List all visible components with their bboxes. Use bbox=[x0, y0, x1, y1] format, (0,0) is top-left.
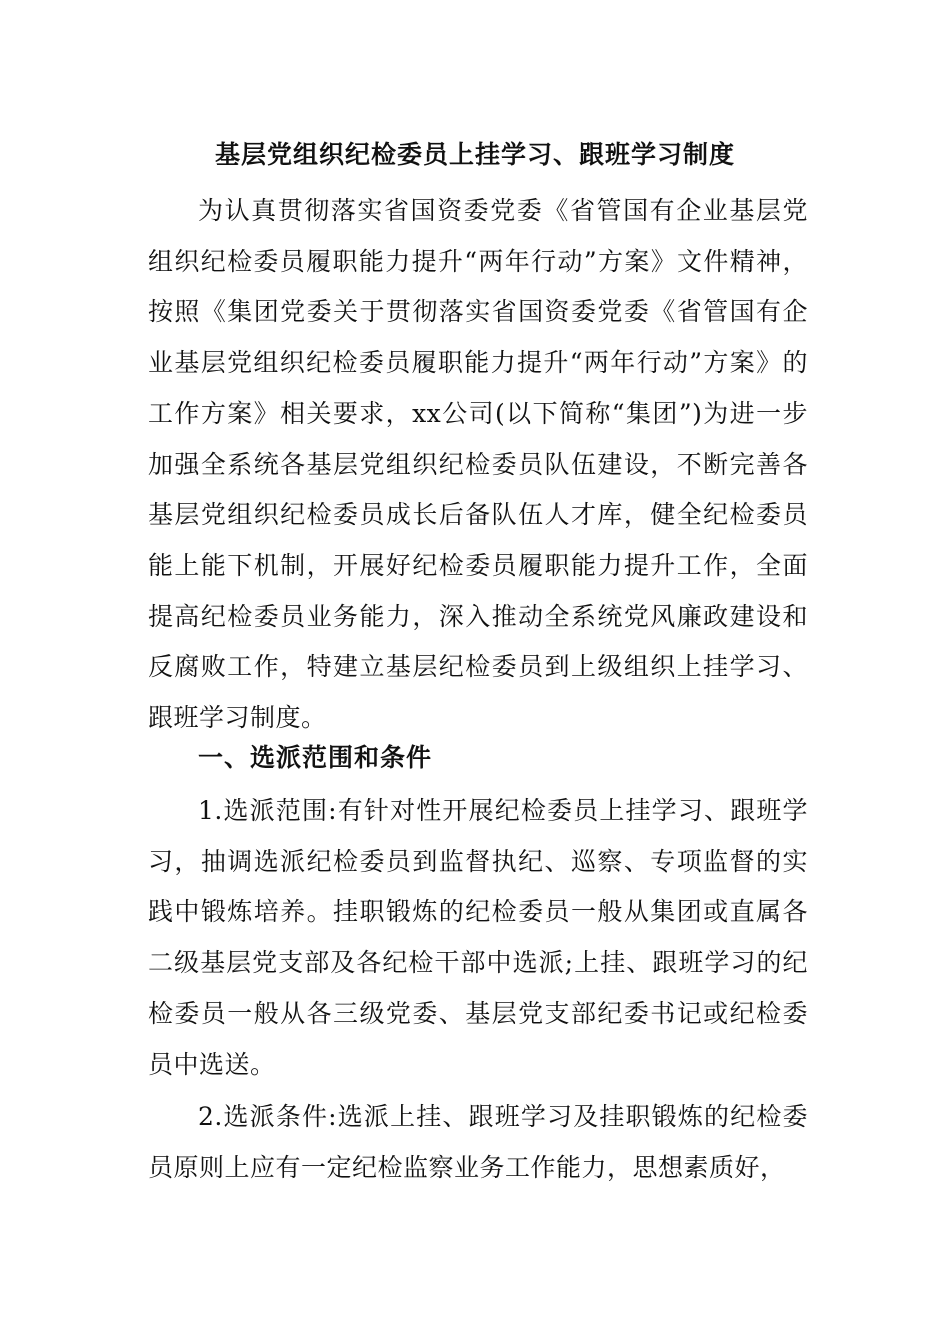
item-1-paragraph: 1.选派范围:有针对性开展纪检委员上挂学习、跟班学习，抽调选派纪检委员到监督执纪、巡察、专项监督的实践中锻炼培养。挂职锻炼的纪检委员一般从集团或直属各二级基层党支部及各纪检干部中选派;上挂、跟班学习的纪检委员一般从各三级党委、基层党支部纪委书记或纪检委员中选送。 bbox=[148, 796, 808, 1079]
intro-paragraph: 为认真贯彻落实省国资委党委《省管国有企业基层党组织纪检委员履职能力提升“两年行动”方案》文件精神，按照《集团党委关于贯彻落实省国资委党委《省管国有企业基层党组织纪检委员履职能力提升“两年行动”方案》的工作方案》相关要求，xx公司(以下简称“集团”)为进一步加强全系统各基层党组织纪检委员队伍建设，不断完善各基层党组织纪检委员成长后备队伍人才库，健全纪检委员能上能下机制，开展好纪检委员履职能力提升工作，全面提高纪检委员业务能力，深入推动全系统党风廉政建设和反腐败工作，特建立基层纪检委员到上级组织上挂学习、跟班学习制度。 bbox=[148, 196, 808, 733]
item-2-paragraph: 2.选派条件:选派上挂、跟班学习及挂职锻炼的纪检委员原则上应有一定纪检监察业务工作能力，思想素质好， bbox=[148, 1102, 808, 1182]
section-heading-1: 一、选派范围和条件 bbox=[198, 743, 433, 772]
document-title: 基层党组织纪检委员上挂学习、跟班学习制度 bbox=[214, 140, 735, 169]
